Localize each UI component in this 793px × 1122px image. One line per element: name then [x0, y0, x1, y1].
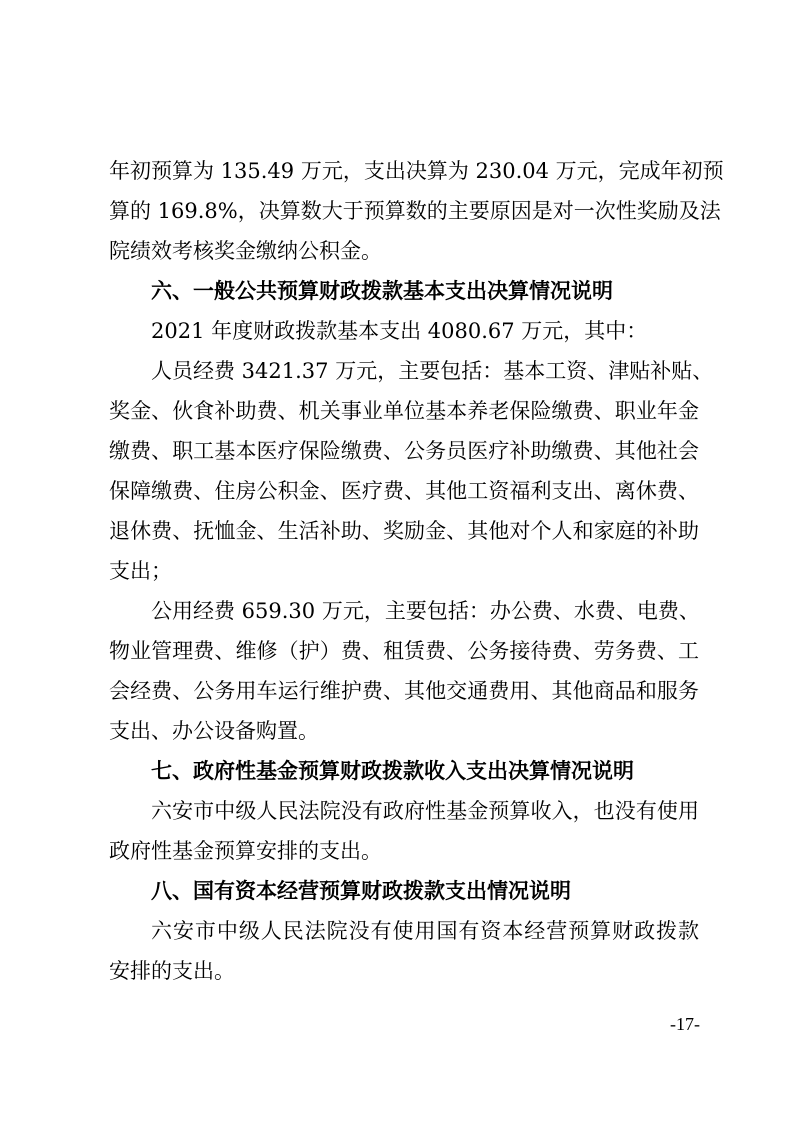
body-text-line: 奖金、伙食补助费、机关事业单位基本养老保险缴费、职业年金	[109, 399, 699, 423]
body-text-line: 六安市中级人民法院没有政府性基金预算收入，也没有使用	[151, 799, 699, 823]
body-text-line: 支出、办公设备购置。	[109, 719, 319, 743]
body-text-line: 会经费、公务用车运行维护费、其他交通费用、其他商品和服务	[109, 679, 699, 703]
body-text-line: 政府性基金预算安排的支出。	[109, 839, 382, 863]
body-text-line: 物业管理费、维修（护）费、租赁费、公务接待费、劳务费、工	[109, 639, 699, 663]
body-text-line: 六安市中级人民法院没有使用国有资本经营预算财政拨款	[151, 919, 699, 943]
body-text-line: 支出；	[109, 559, 172, 583]
page-number: -17-	[670, 1014, 700, 1034]
section-heading: 六、一般公共预算财政拨款基本支出决算情况说明	[151, 279, 613, 303]
section-heading: 八、国有资本经营预算财政拨款支出情况说明	[151, 879, 571, 903]
body-text-line: 安排的支出。	[109, 959, 235, 983]
section-heading: 七、政府性基金预算财政拨款收入支出决算情况说明	[151, 759, 634, 783]
body-text-line: 退休费、抚恤金、生活补助、奖励金、其他对个人和家庭的补助	[109, 519, 699, 543]
body-text-line: 算的 169.8%，决算数大于预算数的主要原因是对一次性奖励及法	[109, 199, 721, 223]
body-text-line: 院绩效考核奖金缴纳公积金。	[109, 239, 382, 263]
body-text-line: 人员经费 3421.37 万元，主要包括：基本工资、津贴补贴、	[151, 359, 714, 383]
body-text-line: 公用经费 659.30 万元，主要包括：办公费、水费、电费、	[151, 599, 700, 623]
body-text-line: 2021 年度财政拨款基本支出 4080.67 万元，其中：	[151, 319, 648, 343]
body-text-line: 缴费、职工基本医疗保险缴费、公务员医疗补助缴费、其他社会	[109, 439, 699, 463]
body-text-line: 保障缴费、住房公积金、医疗费、其他工资福利支出、离休费、	[109, 479, 699, 503]
body-text-line: 年初预算为 135.49 万元，支出决算为 230.04 万元，完成年初预	[109, 159, 724, 183]
